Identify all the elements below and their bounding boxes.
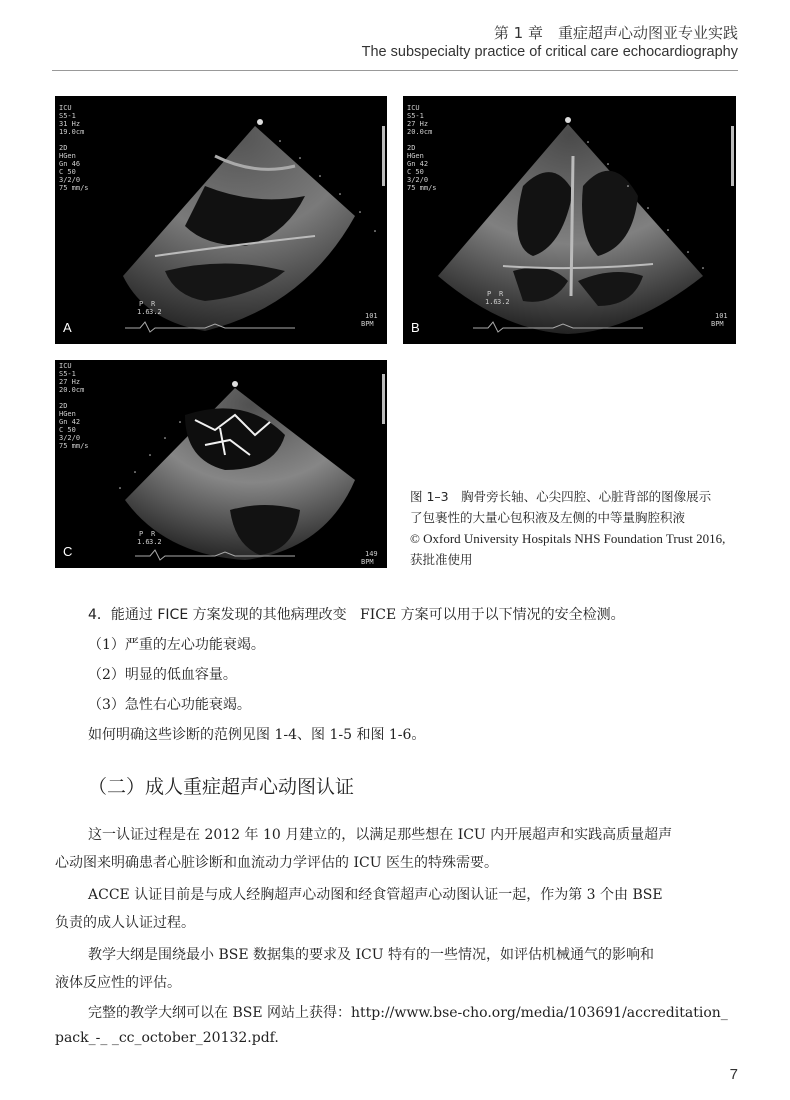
probe-marker: R [151,300,156,308]
overlay-line: 27 Hz [407,120,429,128]
paragraph-line: 心动图来明确患者心脏诊断和血流动力学评估的 ICU 医生的特殊需要。 [55,855,498,871]
overlay-line: ICU [407,104,420,112]
probe-scale: 1.6 [485,298,498,306]
paragraph-line: 负责的成人认证过程。 [55,915,195,931]
overlay-line: C 50 [407,168,424,176]
paragraph-line: 完整的教学大纲可以在 BSE 网站上获得：http://www.bse-cho.org/media/103691/accreditation_ [88,1005,728,1021]
subheading-4-text: FICE 方案可以用于以下情况的安全检测。 [359,607,625,623]
paragraph-line: pack_-_ _cc_october_20132.pdf. [55,1030,279,1046]
running-header-subtitle: The subspecialty practice of critical care echocardiography [361,44,738,60]
subheading-4-title: 4．能通过 FICE 方案发现的其他病理改变 [88,607,347,623]
overlay-line: Gn 42 [407,160,429,168]
probe-marker: P [487,290,492,298]
overlay-line: S5-1 [59,112,76,120]
bpm-value: 101 [365,312,378,320]
probe-scale: 3.2 [149,308,162,316]
figure-caption [410,486,745,570]
overlay-line: S5-1 [59,370,76,378]
overlay-line: 2D [59,402,68,410]
probe-marker: R [499,290,504,298]
paragraph-line: 这一认证过程是在 2012 年 10 月建立的，以满足那些想在 ICU 内开展超声和实践高质量超声 [88,827,673,843]
bpm-unit: BPM [361,558,374,566]
list-item: （3）急性右心功能衰竭。 [88,697,251,713]
overlay-line: 2D [407,144,416,152]
overlay-line: HGen [59,152,76,160]
overlay-line: S5-1 [407,112,424,120]
probe-marker: R [151,530,156,538]
overlay-line: C 50 [59,426,76,434]
overlay-line: Gn 46 [59,160,81,168]
subheading-4 [88,604,625,624]
panel-letter: A [63,320,72,335]
list-item: （1）严重的左心功能衰竭。 [88,637,265,653]
caption-copyright: © Oxford University Hospitals NHS Foundation Trust 2016, [410,531,726,546]
paragraph-line: 教学大纲是围绕最小 BSE 数据集的要求及 ICU 特有的一些情况，如评估机械通气的影响和 [88,947,654,963]
echo-image-a [55,96,387,344]
caption-line: 了包裹性的大量心包积液及左侧的中等量胸腔积液 [410,510,686,525]
overlay-line: 2D [59,144,68,152]
bpm-unit: BPM [361,320,374,328]
probe-marker: P [139,300,144,308]
echo-image-c [55,360,387,568]
panel-letter: C [63,544,73,559]
overlay-line: 20.0cm [407,128,433,136]
overlay-line: ICU [59,104,72,112]
examples-line: 如何明确这些诊断的范例见图 1-4、图 1-5 和图 1-6。 [88,727,426,743]
bpm-value: 101 [715,312,728,320]
overlay-line: 27 Hz [59,378,81,386]
probe-marker: P [139,530,144,538]
panel-letter: B [411,320,420,335]
section-title: （二）成人重症超声心动图认证 [88,776,355,798]
overlay-line: HGen [407,152,424,160]
paragraph-line: ACCE 认证目前是与成人经胸超声心动图和经食管超声心动图认证一起，作为第 3 个由 BSE [88,887,663,903]
overlay-line: 19.0cm [59,128,85,136]
bpm-value: 149 [365,550,378,558]
echo-image-b [403,96,736,344]
overlay-line: 75 mm/s [59,442,89,450]
overlay-line: HGen [59,410,76,418]
probe-scale: 3.2 [149,538,162,546]
overlay-line: 3/2/0 [59,434,81,442]
overlay-line: ICU [59,362,72,370]
overlay-line: 75 mm/s [407,184,437,192]
overlay-line: 3/2/0 [59,176,81,184]
overlay-line: 75 mm/s [59,184,89,192]
caption-permission: 获批准使用 [410,552,473,567]
page-number: 7 [729,1066,738,1083]
probe-scale: 3.2 [497,298,510,306]
overlay-line: 20.0cm [59,386,85,394]
probe-scale: 1.6 [137,308,150,316]
paragraph-line: 液体反应性的评估。 [55,975,181,991]
list-item: （2）明显的低血容量。 [88,667,237,683]
overlay-line: 31 Hz [59,120,81,128]
overlay-line: 3/2/0 [407,176,429,184]
overlay-line: C 50 [59,168,76,176]
bpm-unit: BPM [711,320,724,328]
overlay-line: Gn 42 [59,418,81,426]
probe-scale: 1.6 [137,538,150,546]
running-header-chapter: 第 1 章 重症超声心动图亚专业实践 [493,24,738,42]
header-rule [52,70,738,71]
caption-line: 图 1–3 胸骨旁长轴、心尖四腔、心脏背部的图像展示 [410,489,712,504]
